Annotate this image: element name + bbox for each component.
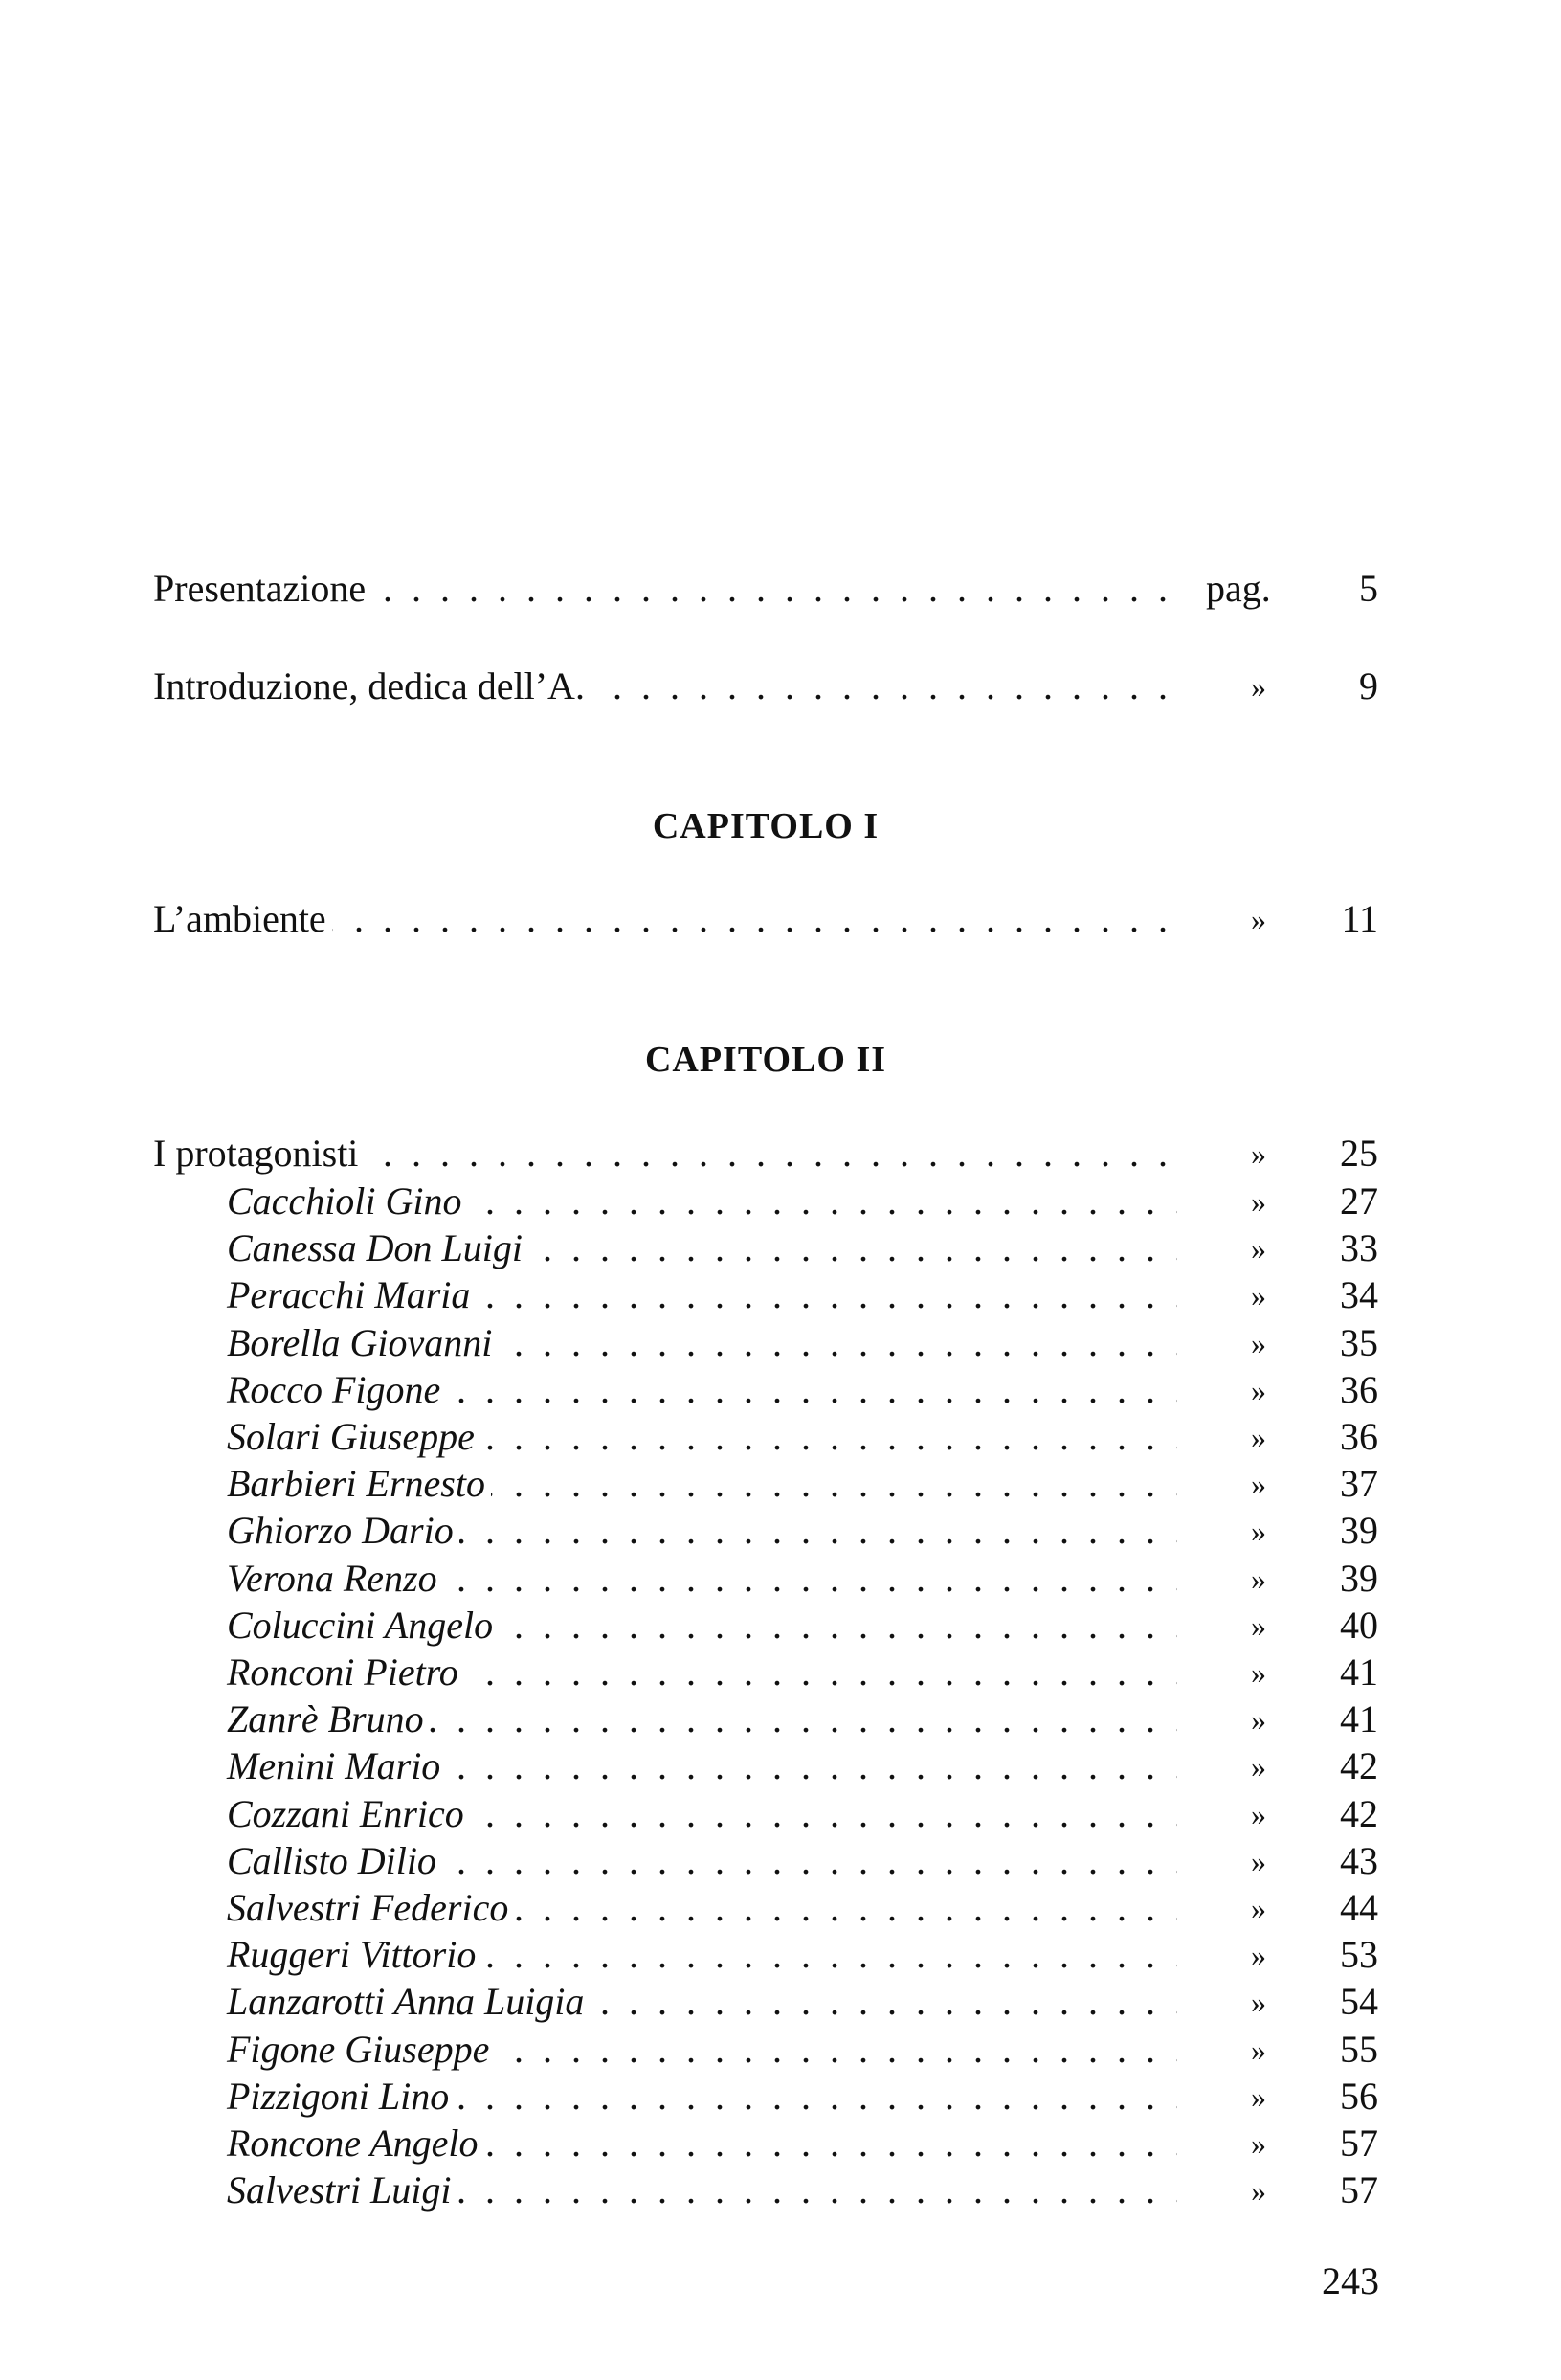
- toc-entry-page: 36: [1340, 1415, 1378, 1458]
- toc-entry-prefix: »: [1251, 1561, 1266, 1596]
- toc-entry-person: [227, 1978, 1378, 2026]
- toc-entry-page: 39: [1340, 1557, 1378, 1600]
- toc-entry-prefix: »: [1251, 1420, 1266, 1454]
- toc-entry-person: [227, 1649, 1378, 1696]
- toc-entry-page: 53: [1340, 1933, 1378, 1976]
- toc-entry-page: 43: [1340, 1839, 1378, 1882]
- toc-entry-page: 54: [1340, 1980, 1378, 2023]
- toc-entry-person: [227, 1837, 1378, 1885]
- toc-entry-prefix: »: [1251, 2126, 1266, 2161]
- toc-entry-person: [227, 2167, 1378, 2214]
- toc-entry-person: [227, 1884, 1378, 1932]
- toc-entry-title: Presentazione: [153, 565, 371, 613]
- toc-entry-page: 9: [1359, 664, 1378, 707]
- toc-entry-title: Lanzarotti Anna Luigia: [227, 1978, 590, 2026]
- toc-entry-page: 57: [1340, 2122, 1378, 2165]
- toc-entry-title: Cacchioli Gino: [227, 1178, 468, 1225]
- toc-entry-title: I protagonisti: [153, 1130, 364, 1178]
- toc-entry-title: Rocco Figone: [227, 1366, 446, 1414]
- toc-entry-introduzione: [153, 662, 1378, 710]
- toc-entry-person: [227, 2120, 1378, 2167]
- toc-entry-page: 36: [1340, 1368, 1378, 1411]
- toc-entry-page: 42: [1340, 1792, 1378, 1835]
- toc-entry-page: 56: [1340, 2075, 1378, 2118]
- toc-entry-prefix: »: [1251, 1891, 1266, 1925]
- toc-entry-person: [227, 1790, 1378, 1838]
- toc-entry-prefix: »: [1251, 1702, 1266, 1737]
- toc-entry-prefix: »: [1251, 1373, 1266, 1407]
- toc-entry-person: [227, 1413, 1378, 1461]
- toc-entry-title: Canessa Don Luigi: [227, 1224, 528, 1272]
- toc-entry-prefix: »: [1251, 1749, 1266, 1784]
- toc-entry-title: Figone Giuseppe: [227, 2026, 495, 2074]
- toc-entry-page: 34: [1340, 1273, 1378, 1316]
- toc-entry-prefix: »: [1251, 1844, 1266, 1878]
- toc-entry-page: 41: [1340, 1650, 1378, 1694]
- toc-entry-person: [227, 1742, 1378, 1790]
- toc-entry-title: Menini Mario: [227, 1742, 446, 1790]
- chapter-heading-2: CAPITOLO II: [644, 1040, 887, 1080]
- toc-entry-page: 11: [1341, 897, 1378, 940]
- toc-entry-person: [227, 2073, 1378, 2121]
- toc-entry-prefix: »: [1251, 2173, 1266, 2208]
- toc-entry-prefix: »: [1251, 1184, 1266, 1219]
- toc-entry-title: Ghiorzo Dario: [227, 1507, 459, 1555]
- toc-entry-title: Salvestri Luigi: [227, 2167, 457, 2214]
- toc-entry-title: Verona Renzo: [227, 1555, 443, 1603]
- toc-entry-page: 39: [1340, 1509, 1378, 1552]
- toc-entry-presentazione: [153, 565, 1378, 613]
- toc-entry-prefix: »: [1251, 669, 1266, 704]
- toc-entry-title: Introduzione, dedica dell’A.: [153, 662, 591, 710]
- toc-entry-person: [227, 1602, 1378, 1650]
- toc-entry-page: 35: [1340, 1321, 1378, 1364]
- toc-entry-page: 37: [1340, 1462, 1378, 1505]
- toc-entry-prefix: »: [1251, 902, 1266, 936]
- toc-entry-person: [227, 1319, 1378, 1367]
- toc-entry-title: Zanrè Bruno: [227, 1695, 430, 1743]
- toc-entry-person: [227, 1271, 1378, 1319]
- toc-entry-person: [227, 1178, 1378, 1225]
- toc-entry-prefix: »: [1251, 2032, 1266, 2067]
- toc-entry-prefix: »: [1251, 1467, 1266, 1501]
- toc-entry-page: 5: [1359, 567, 1378, 610]
- toc-entry-page: 25: [1340, 1132, 1378, 1175]
- toc-entry-title: Salvestri Federico: [227, 1884, 514, 1932]
- toc-entry-person: [227, 1224, 1378, 1272]
- toc-entry-prefix: »: [1251, 1655, 1266, 1690]
- toc-entry-page: 42: [1340, 1744, 1378, 1787]
- toc-entry-prefix: pag.: [1206, 567, 1271, 610]
- toc-entry-title: Cozzani Enrico: [227, 1790, 470, 1838]
- toc-entry-prefix: »: [1251, 1514, 1266, 1548]
- toc-entry-prefix: »: [1251, 1608, 1266, 1643]
- toc-entry-prefix: »: [1251, 1326, 1266, 1360]
- toc-entry-prefix: »: [1251, 1797, 1266, 1831]
- toc-entry-title: Pizzigoni Lino: [227, 2073, 455, 2121]
- toc-entry-person: [227, 1695, 1378, 1743]
- toc-entry-page: 41: [1340, 1697, 1378, 1740]
- toc-entry-person: [227, 2026, 1378, 2074]
- toc-entry-title: Ruggeri Vittorio: [227, 1931, 481, 1979]
- toc-entry-person: [227, 1931, 1378, 1979]
- toc-entry-prefix: »: [1251, 1938, 1266, 1972]
- toc-entry-prefix: »: [1251, 2079, 1266, 2114]
- toc-entry-title: Roncone Angelo: [227, 2120, 484, 2167]
- toc-entry-title: Callisto Dilio: [227, 1837, 442, 1885]
- toc-entry-prefix: »: [1251, 1985, 1266, 2019]
- toc-entry-title: Barbieri Ernesto: [227, 1460, 491, 1508]
- toc-entry-person: [227, 1507, 1378, 1555]
- toc-entry-title: Solari Giuseppe: [227, 1413, 480, 1461]
- page-number: 243: [1322, 2259, 1379, 2302]
- toc-entry-protagonisti: [153, 1130, 1378, 1178]
- toc-entry-title: Borella Giovanni: [227, 1319, 498, 1367]
- toc-entry-title: Coluccini Angelo: [227, 1602, 499, 1650]
- toc-entry-page: 33: [1340, 1226, 1378, 1269]
- toc-entry-prefix: »: [1251, 1278, 1266, 1313]
- toc-entry-title: Ronconi Pietro: [227, 1649, 464, 1696]
- chapter-heading-1: CAPITOLO I: [652, 806, 880, 846]
- toc-entry-person: [227, 1460, 1378, 1508]
- toc-entry-page: 57: [1340, 2168, 1378, 2212]
- toc-entry-prefix: »: [1251, 1231, 1266, 1266]
- toc-entry-page: 44: [1340, 1886, 1378, 1929]
- toc-entry-prefix: »: [1251, 1136, 1266, 1171]
- toc-entry-page: 27: [1340, 1179, 1378, 1223]
- toc-entry-person: [227, 1555, 1378, 1603]
- toc-entry-ambiente: [153, 895, 1378, 943]
- toc-entry-person: [227, 1366, 1378, 1414]
- toc-entry-title: L’ambiente: [153, 895, 332, 943]
- toc-entry-title: Peracchi Maria: [227, 1271, 476, 1319]
- toc-entry-page: 55: [1340, 2028, 1378, 2071]
- toc-entry-page: 40: [1340, 1604, 1378, 1647]
